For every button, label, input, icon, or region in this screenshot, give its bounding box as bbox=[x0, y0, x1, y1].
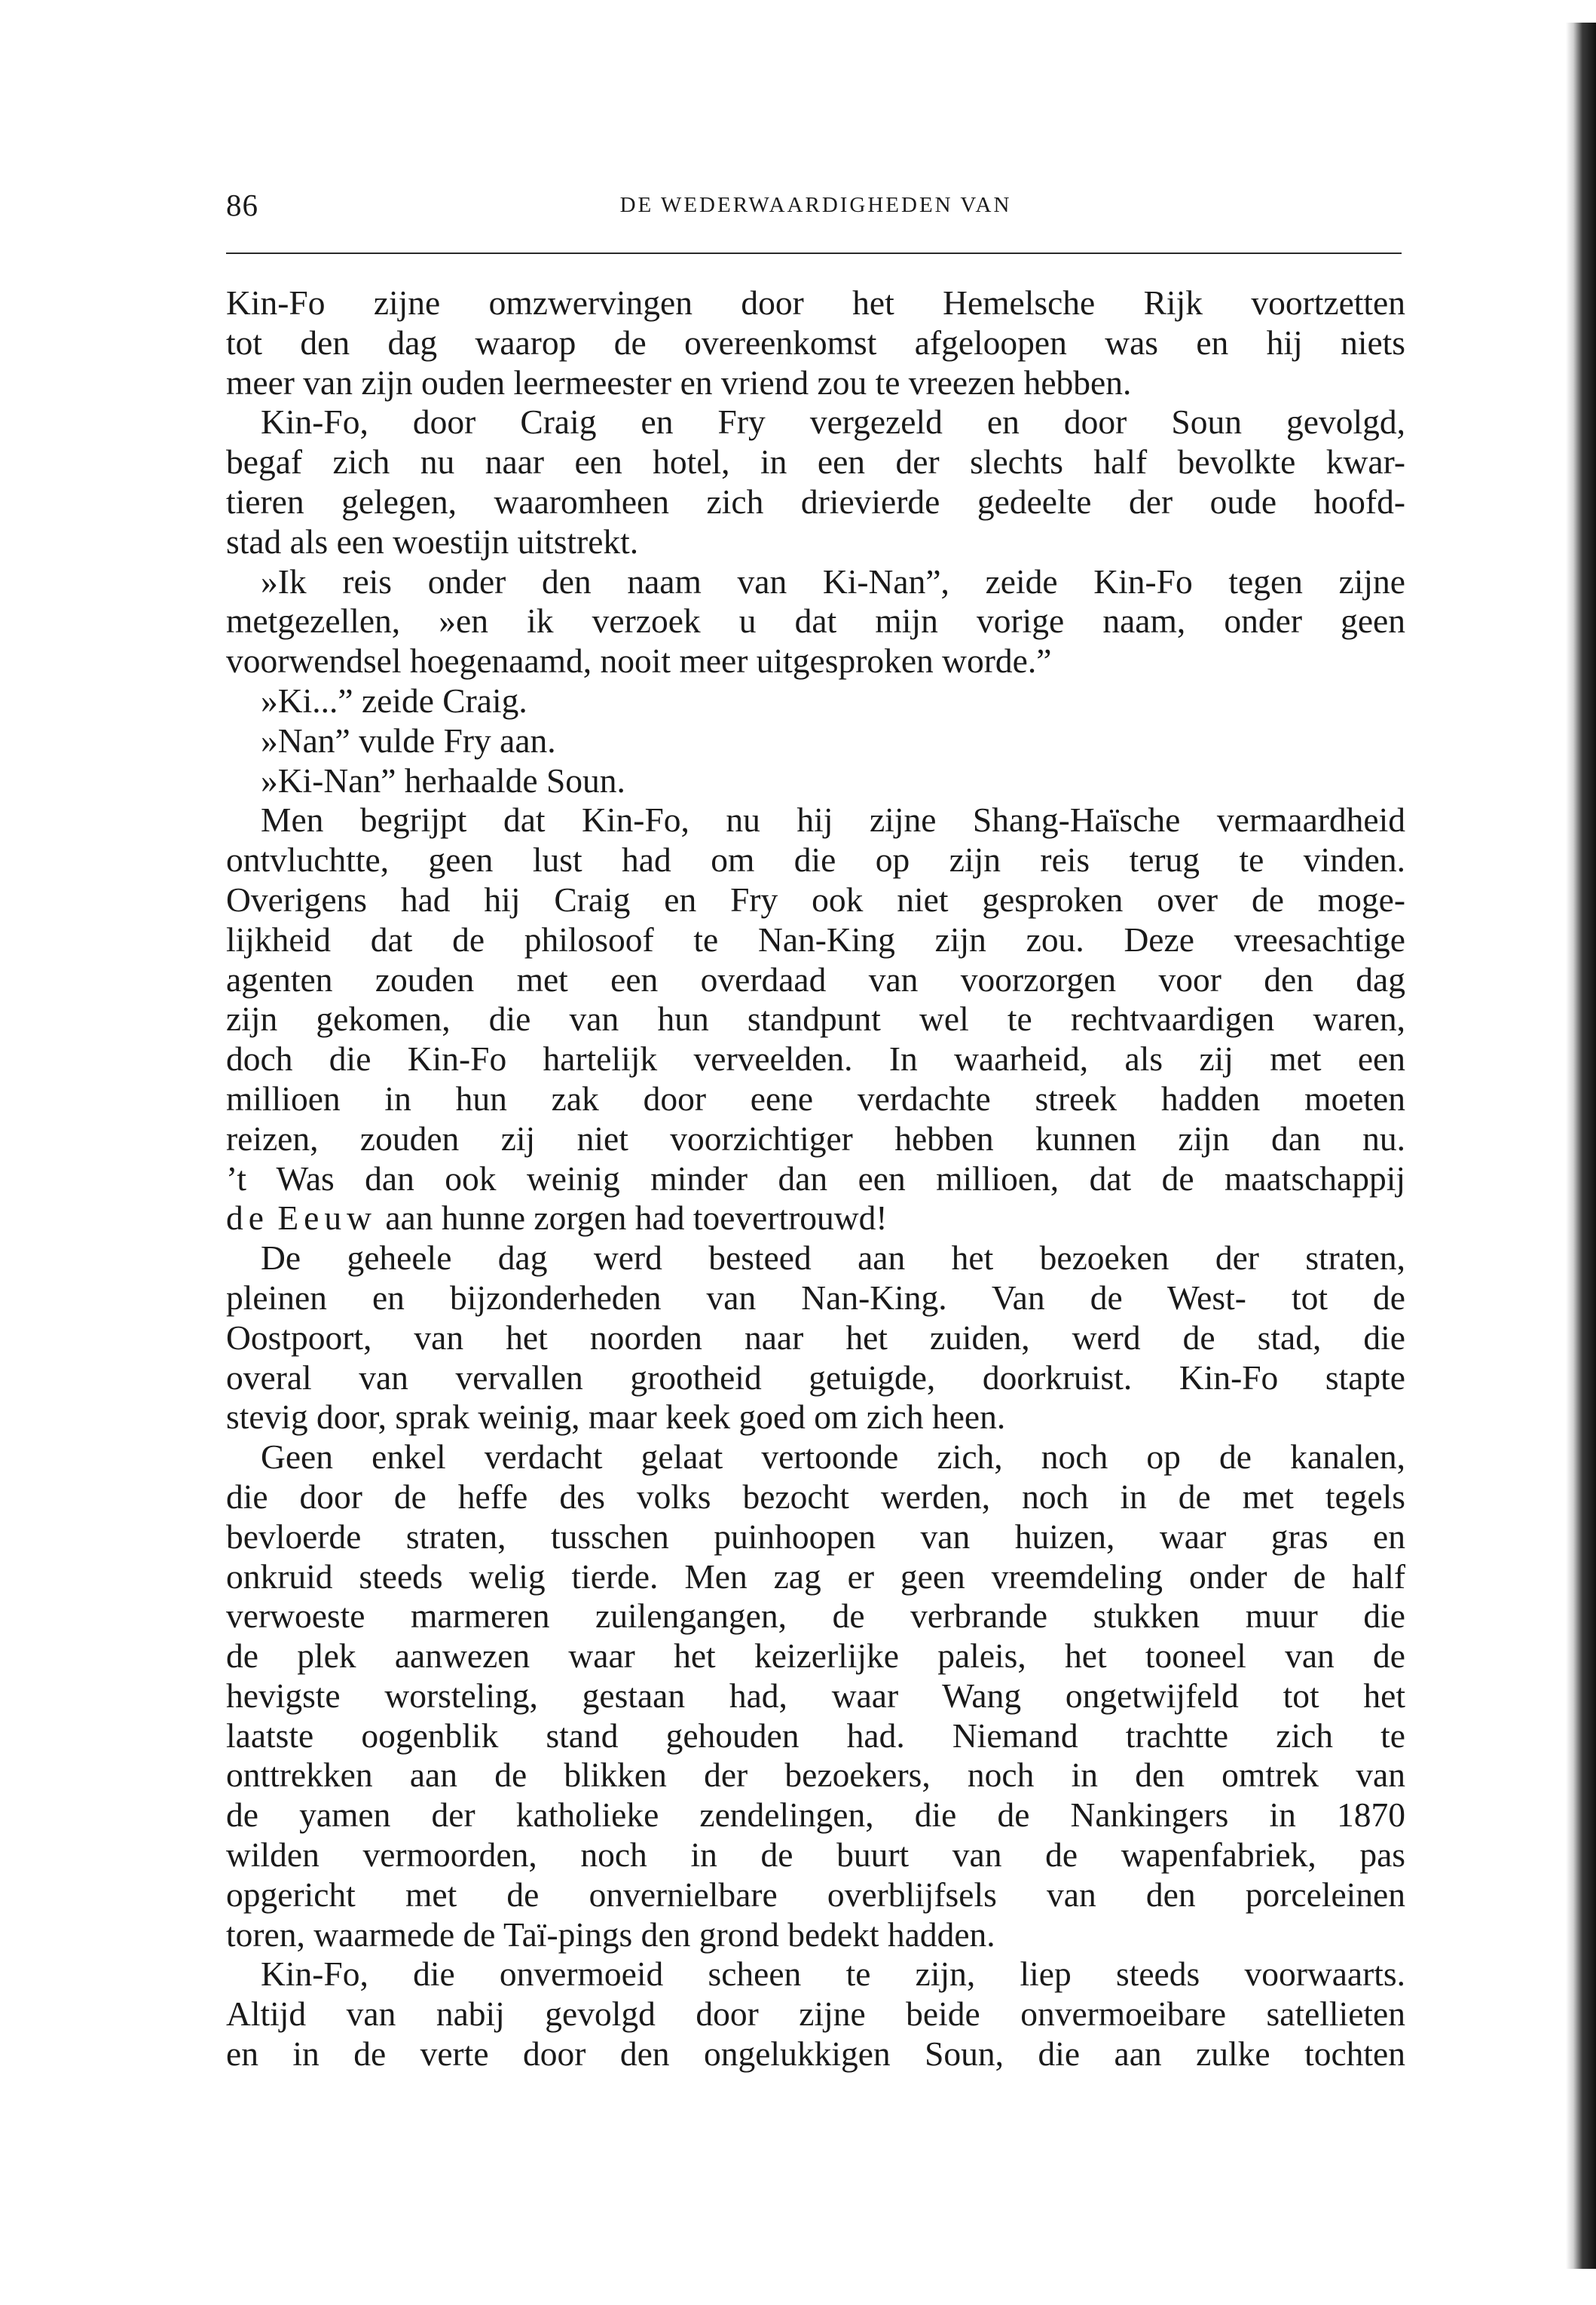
text-line: tieren gelegen, waaromheen zich drievierde gedeelte der oude hoofd- bbox=[226, 482, 1405, 521]
text-line: bevloerde straten, tusschen puinhoopen van huizen, waar gras en bbox=[226, 1517, 1405, 1556]
text-line: wilden vermoorden, noch in de buurt van de wapenfabriek, pas bbox=[226, 1835, 1405, 1875]
page-header bbox=[226, 187, 1405, 232]
text-line: »Nan” vulde Fry aan. bbox=[261, 721, 556, 760]
text-line: Kin-Fo zijne omzwervingen door het Hemelsche Rijk voortzetten bbox=[226, 283, 1405, 322]
text-line: en in de verte door den ongelukkigen Soun, die aan zulke tochten bbox=[226, 2034, 1405, 2074]
text-line: Overigens had hij Craig en Fry ook niet gesproken over de moge- bbox=[226, 880, 1405, 919]
text-line: Men begrijpt dat Kin-Fo, nu hij zijne Shang-Haïsche vermaardheid bbox=[261, 800, 1405, 840]
text-line: verwoeste marmeren zuilengangen, de verbrande stukken muur die bbox=[226, 1596, 1405, 1636]
header-rule bbox=[226, 253, 1402, 254]
text-line: Geen enkel verdacht gelaat vertoonde zich, noch op de kanalen, bbox=[261, 1437, 1405, 1477]
text-line: Kin-Fo, door Craig en Fry vergezeld en door Soun gevolgd, bbox=[261, 403, 1405, 442]
text-line: stad als een woestijn uitstrekt. bbox=[226, 522, 639, 561]
text-line: laatste oogenblik stand gehouden had. Niemand trachtte zich te bbox=[226, 1716, 1405, 1755]
text-line: tot den dag waarop de overeenkomst afgeloopen was en hij niets bbox=[226, 323, 1405, 362]
text-line: metgezellen, »en ik verzoek u dat mijn vorige naam, onder geen bbox=[226, 602, 1405, 641]
spaced-word: de bbox=[226, 1198, 269, 1238]
running-title: DE WEDERWAARDIGHEDEN VAN bbox=[619, 193, 1012, 217]
text-line: millioen in hun zak door eene verdachte streek hadden moeten bbox=[226, 1079, 1405, 1118]
spaced-word: Eeuw bbox=[277, 1198, 377, 1238]
text-line: Oostpoort, van het noorden naar het zuiden, werd de stad, die bbox=[226, 1318, 1405, 1357]
body-text bbox=[226, 283, 1405, 2074]
text-line bbox=[226, 1198, 1405, 1238]
text-line: »Ki...” zeide Craig. bbox=[261, 681, 527, 720]
text-line: ’t Was dan ook weinig minder dan een millioen, dat de maatschappij bbox=[226, 1159, 1405, 1198]
text-line: onkruid steeds welig tierde. Men zag er geen vreemdeling onder de half bbox=[226, 1557, 1405, 1596]
text-line: de plek aanwezen waar het keizerlijke paleis, het tooneel van de bbox=[226, 1636, 1405, 1676]
text-line: hevigste worsteling, gestaan had, waar Wang ongetwijfeld tot het bbox=[226, 1676, 1405, 1715]
text-line: »Ik reis onder den naam van Ki-Nan”, zeide Kin-Fo tegen zijne bbox=[261, 562, 1405, 601]
text-line: reizen, zouden zij niet voorzichtiger hebben kunnen zijn dan nu. bbox=[226, 1119, 1405, 1158]
text-line: doch die Kin-Fo hartelijk verveelden. In waarheid, als zij met een bbox=[226, 1039, 1405, 1079]
text-fragment: aan hunne zorgen had bbox=[385, 1198, 685, 1238]
text-line: onttrekken aan de blikken der bezoekers, noch in den omtrek van bbox=[226, 1756, 1405, 1795]
text-line: zijn gekomen, die van hun standpunt wel te rechtvaardigen waren, bbox=[226, 999, 1405, 1039]
text-line: Altijd van nabij gevolgd door zijne beide onvermoeibare satellieten bbox=[226, 1994, 1405, 2034]
text-fragment: toevertrouwd! bbox=[693, 1198, 888, 1238]
text-line: meer van zijn ouden leermeester en vriend zou te vreezen hebben. bbox=[226, 363, 1132, 402]
text-line: agenten zouden met een overdaad van voorzorgen voor den dag bbox=[226, 960, 1405, 999]
text-line: stevig door, sprak weinig, maar keek goed om zich heen. bbox=[226, 1397, 1006, 1437]
page-number: 86 bbox=[226, 188, 258, 222]
text-line: begaf zich nu naar een hotel, in een der slechts half bevolkte kwar- bbox=[226, 442, 1405, 482]
text-line: ontvluchtte, geen lust had om die op zijn reis terug te vinden. bbox=[226, 840, 1405, 880]
text-line: de yamen der katholieke zendelingen, die de Nankingers in 1870 bbox=[226, 1795, 1405, 1835]
text-line: Kin-Fo, die onvermoeid scheen te zijn, liep steeds voorwaarts. bbox=[261, 1955, 1405, 1994]
text-line: overal van vervallen grootheid getuigde, doorkruist. Kin-Fo stapte bbox=[226, 1358, 1405, 1397]
text-line: »Ki-Nan” herhaalde Soun. bbox=[261, 761, 625, 800]
text-line: lijkheid dat de philosoof te Nan-King zijn zou. Deze vreesachtige bbox=[226, 920, 1405, 959]
text-line: pleinen en bijzonderheden van Nan-King. Van de West- tot de bbox=[226, 1278, 1405, 1317]
text-line: De geheele dag werd besteed aan het bezoeken der straten, bbox=[261, 1238, 1405, 1278]
text-line: opgericht met de onvernielbare overblijfsels van den porceleinen bbox=[226, 1875, 1405, 1914]
page-edge-shadow bbox=[1566, 23, 1596, 2269]
text-line: die door de heffe des volks bezocht werden, noch in de met tegels bbox=[226, 1477, 1405, 1516]
text-line: toren, waarmede de Taï-pings den grond bedekt hadden. bbox=[226, 1915, 995, 1954]
text-line: voorwendsel hoegenaamd, nooit meer uitgesproken worde.” bbox=[226, 641, 1052, 681]
